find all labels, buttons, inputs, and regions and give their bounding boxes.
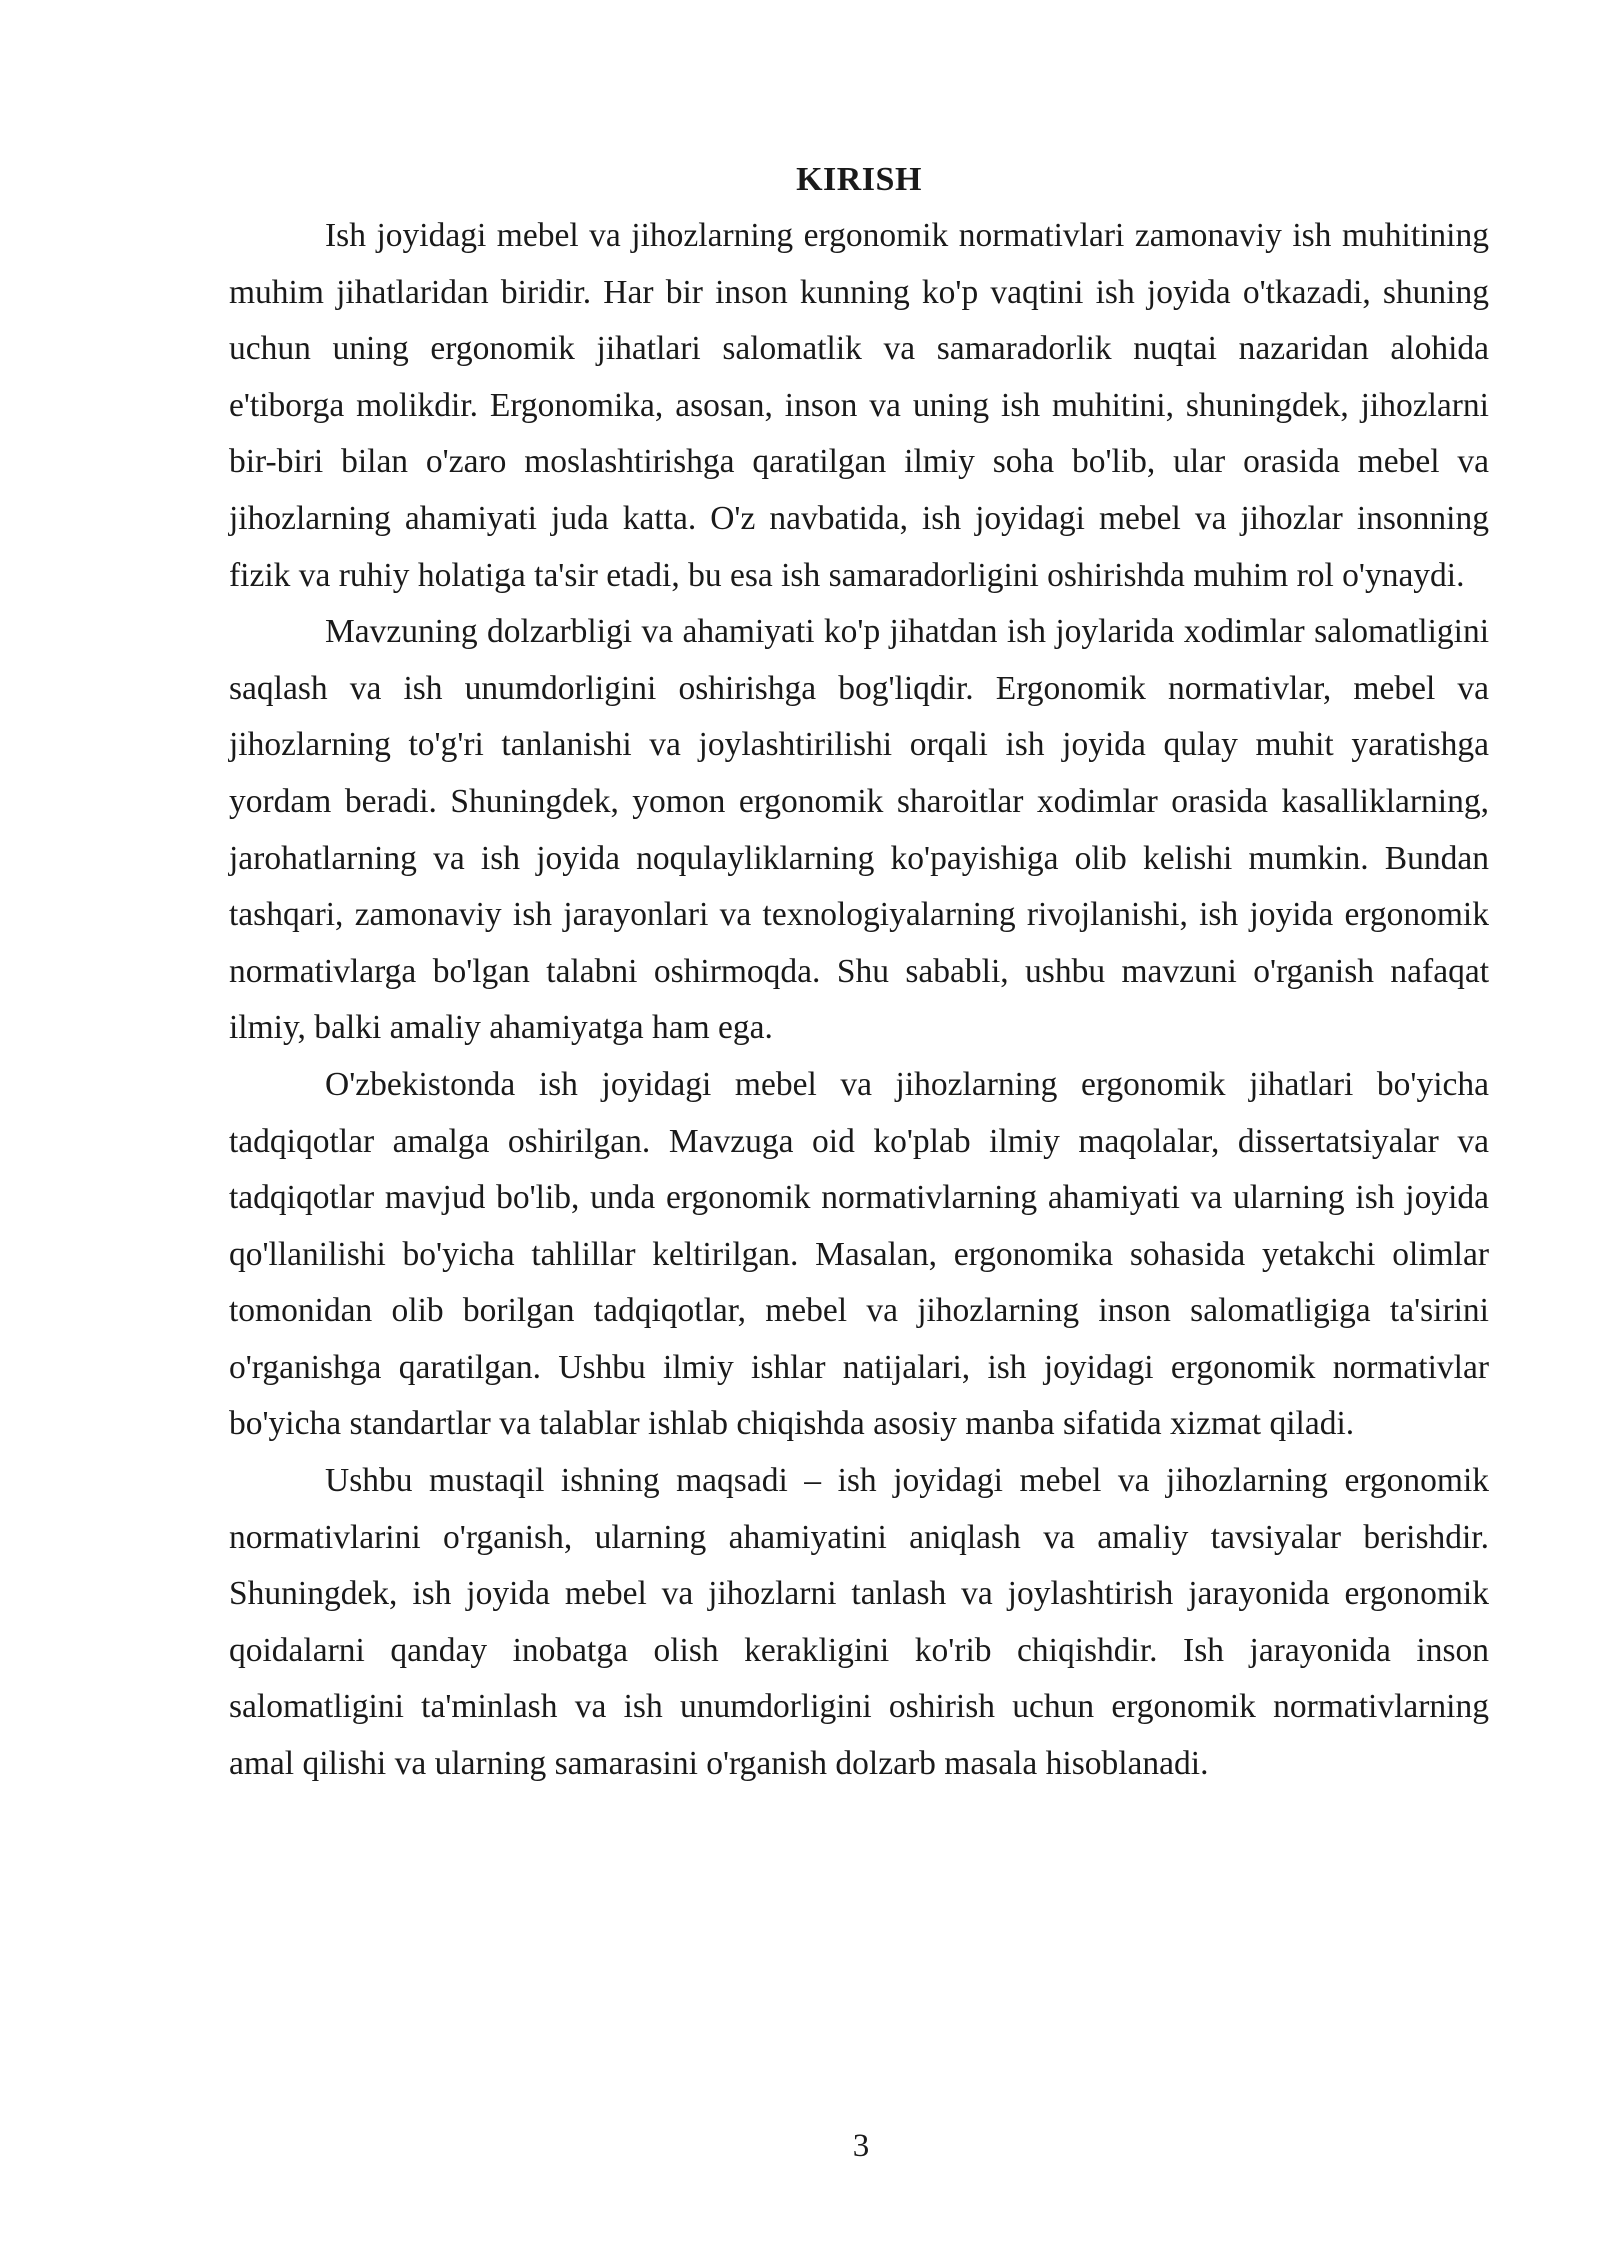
paragraph-research: O'zbekistonda ish joyidagi mebel va jihozlarning ergonomik jihatlari bo'yicha tadqiqotlar amalga oshirilgan. Mavzuga oid ko'plab ilmiy maqolalar, dissertatsiyalar va tadqiqotlar mavjud bo'lib, unda ergonomik normativlarning ahamiyati va ularning ish joyida qo'llanilishi bo'yicha tahlillar keltirilgan. Masalan, ergonomika sohasida yetakchi olimlar tomonidan olib borilgan tadqiqotlar, mebel va jihozlarning inson salomatligiga ta'sirini o'rganishga qaratilgan. Ushbu ilmiy ishlar natijalari, ish joyidagi ergonomik normativlar bo'yicha standartlar va talablar ishlab chiqishda asosiy manba sifatida xizmat qiladi. xyxy=(229,1065,1489,1443)
paragraph-relevance: Mavzuning dolzarbligi va ahamiyati ko'p jihatdan ish joylarida xodimlar salomatligini saqlash va ish unumdorligini oshirishga bog'liqdir. Ergonomik normativlar, mebel va jihozlarning to'g'ri tanlanishi va joylashtirilishi orqali ish joyida qulay muhit yaratishga yordam beradi. Shuningdek, yomon ergonomik sharoitlar xodimlar orasida kasalliklarning, jarohatlarning va ish joyida noqulayliklarning ko'payishiga olib kelishi mumkin. Bundan tashqari, zamonaviy ish jarayonlari va texnologiyalarning rivojlanishi, ish joyida ergonomik normativlarga bo'lgan talabni oshirmoqda. Shu sababli, ushbu mavzuni o'rganish nafaqat ilmiy, balki amaliy ahamiyatga ham ega. xyxy=(229,613,1489,1047)
section-title: KIRISH xyxy=(796,161,922,198)
paragraph-goal: Ushbu mustaqil ishning maqsadi – ish joyidagi mebel va jihozlarning ergonomik normativlarini o'rganish, ularning ahamiyatini aniqlash va amaliy tavsiyalar berishdir. Shuningdek, ish joyida mebel va jihozlarni tanlash va joylashtirish jarayonida ergonomik qoidalarni qanday inobatga olish kerakligini ko'rib chiqishdir. Ish jarayonida inson salomatligini ta'minlash va ish unumdorligini oshirish uchun ergonomik normativlarning amal qilishi va ularning samarasini o'rganish dolzarb masala hisoblanadi. xyxy=(229,1462,1489,1783)
document-body xyxy=(229,152,1489,1793)
paragraph-intro: Ish joyidagi mebel va jihozlarning ergonomik normativlari zamonaviy ish muhitining muhim jihatlaridan biridir. Har bir inson kunning ko'p vaqtini ish joyida o'tkazadi, shuning uchun uning ergonomik jihatlari salomatlik va samaradorlik nuqtai nazaridan alohida e'tiborga molikdir. Ergonomika, asosan, inson va uning ish muhitini, shuningdek, jihozlarni bir-biri bilan o'zaro moslashtirishga qaratilgan ilmiy soha bo'lib, ular orasida mebel va jihozlarning ahamiyati juda katta. O'z navbatida, ish joyidagi mebel va jihozlar insonning fizik va ruhiy holatiga ta'sir etadi, bu esa ish samaradorligini oshirishda muhim rol o'ynaydi. xyxy=(229,217,1489,594)
page-number: 3 xyxy=(852,2128,870,2164)
